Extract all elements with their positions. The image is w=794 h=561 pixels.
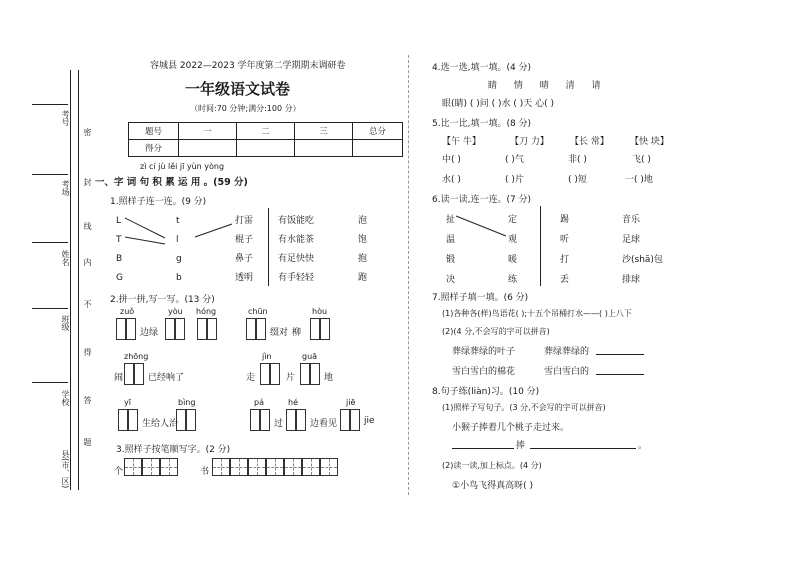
- q6-char: 暖: [508, 255, 518, 265]
- seal-char: 题: [83, 438, 92, 446]
- word: 透明: [235, 273, 254, 283]
- write-box[interactable]: [260, 409, 270, 431]
- char: 抱: [358, 254, 368, 264]
- pinyin: guā: [302, 352, 318, 361]
- seal-char: 线: [83, 222, 92, 230]
- examno-label: 考号: [61, 110, 70, 126]
- class-label: 班级: [61, 315, 70, 331]
- write-box[interactable]: [340, 409, 350, 431]
- q6-char: 丢: [560, 275, 570, 285]
- score-cell[interactable]: [353, 140, 403, 157]
- lower-letter: b: [176, 273, 182, 283]
- q8-sub2: (2)读一读,加上标点。(4 分): [442, 461, 542, 470]
- q6-col: [622, 210, 663, 290]
- q5-title: 5.比一比,填一填。(8 分): [432, 119, 532, 129]
- binding-margin: [22, 70, 112, 510]
- answer-line[interactable]: [596, 374, 644, 375]
- q7-line1[interactable]: (1)各种各(样)鸟语花( );十五个吊桶打水——( )上八下: [442, 309, 632, 318]
- answer-line[interactable]: [530, 448, 636, 449]
- q5-cell[interactable]: 中( ): [442, 155, 461, 165]
- seal-char: 密: [83, 128, 92, 136]
- write-box[interactable]: [296, 409, 306, 431]
- room-label: 考场: [61, 180, 70, 196]
- q4-options: 睛 情 晴 清 请: [488, 81, 601, 91]
- seal-char: 不: [83, 300, 92, 308]
- q2-text: 柳: [292, 328, 302, 338]
- write-box[interactable]: [128, 409, 138, 431]
- county-label: 县(市、区): [61, 450, 70, 489]
- write-box[interactable]: [320, 318, 330, 340]
- write-box[interactable]: [260, 363, 270, 385]
- q6-title: 6.读一读,连一连。(7 分): [432, 195, 532, 205]
- q5-cell[interactable]: 一( )地: [625, 175, 653, 185]
- q7-title: 7.照样子填一填。(6 分): [432, 293, 529, 303]
- q5-head: 【午 牛】: [442, 137, 481, 147]
- write-box[interactable]: [175, 318, 185, 340]
- q7-example: 葬绿葬绿的叶子: [452, 347, 516, 357]
- lower-letter: l: [176, 235, 179, 245]
- write-box[interactable]: [118, 409, 128, 431]
- q4-title: 4.选一选,填一填。(4 分): [432, 63, 532, 73]
- q6-word: 足球: [622, 235, 641, 245]
- phrase: 有足快快: [278, 254, 315, 264]
- seal-char: 答: [83, 396, 92, 404]
- q6-char: 观: [508, 235, 518, 245]
- write-box[interactable]: [134, 363, 144, 385]
- q7-example: 雪白雪白的棉花: [452, 367, 516, 377]
- lower-letter: g: [176, 254, 182, 264]
- write-box[interactable]: [197, 318, 207, 340]
- write-box[interactable]: [116, 318, 126, 340]
- score-cell[interactable]: [179, 140, 237, 157]
- stroke-cell[interactable]: [124, 458, 142, 476]
- pinyin: hóng: [196, 307, 217, 316]
- q8-endmark: 。: [638, 441, 648, 451]
- cap-letter: B: [116, 254, 123, 264]
- q8-sub1: (1)照样子写句子。(3 分,不会写的字可以拼音): [442, 403, 606, 412]
- q7-prompt: 葬绿葬绿的: [544, 347, 590, 357]
- pinyin: yòu: [168, 307, 183, 316]
- q6-word: 沙(shā)包: [622, 255, 663, 265]
- write-box[interactable]: [165, 318, 175, 340]
- q8-title: 8.句子练(liàn)习。(10 分): [432, 387, 540, 397]
- pinyin: yī: [124, 398, 131, 407]
- write-box[interactable]: [246, 318, 256, 340]
- q5-cell[interactable]: 非( ): [568, 155, 587, 165]
- write-box[interactable]: [310, 363, 320, 385]
- q5-cell[interactable]: 飞( ): [632, 155, 651, 165]
- q6-char: 温: [446, 235, 456, 245]
- name-label: 姓名: [61, 250, 70, 266]
- q1-chars: [358, 212, 367, 288]
- word: 打雷: [235, 216, 254, 226]
- score-head: 题号: [129, 123, 179, 140]
- q6-char: 决: [446, 275, 456, 285]
- q6-word: 音乐: [622, 215, 641, 225]
- phrase: 有饭能吃: [278, 216, 315, 226]
- q2-title: 2.拼一拼,写一写。(13 分): [110, 295, 215, 305]
- pinyin: zuǒ: [120, 307, 135, 316]
- write-box[interactable]: [310, 318, 320, 340]
- pinyin: zhōng: [124, 352, 149, 361]
- char: 饱: [358, 235, 368, 245]
- q2-text: 过: [274, 419, 284, 429]
- q6-char: 扯: [446, 215, 456, 225]
- column-divider: [408, 55, 409, 495]
- stroke-cell[interactable]: [142, 458, 160, 476]
- score-head: 二: [237, 123, 295, 140]
- stroke-cell[interactable]: [266, 458, 284, 476]
- write-box[interactable]: [186, 409, 196, 431]
- q2-text: 边看见: [310, 419, 338, 429]
- q6-char: 打: [560, 255, 570, 265]
- write-box[interactable]: [300, 363, 310, 385]
- score-table: [128, 122, 403, 157]
- q1-phrases: [278, 212, 314, 288]
- q2-text: jie: [364, 416, 375, 426]
- cap-letter: L: [116, 216, 122, 226]
- write-box[interactable]: [126, 318, 136, 340]
- q3-label: 个: [114, 467, 124, 477]
- write-box[interactable]: [124, 363, 134, 385]
- pinyin: jìn: [262, 352, 272, 361]
- phrase: 有水能茶: [278, 235, 315, 245]
- pinyin: bìng: [178, 398, 196, 407]
- q3-title: 3.照样子按笔顺写字。(2 分): [116, 445, 231, 455]
- q5-head: 【长 常】: [570, 137, 609, 147]
- seal-char: 内: [83, 258, 92, 266]
- cap-letter: T: [116, 235, 122, 245]
- score-cell[interactable]: [237, 140, 295, 157]
- stroke-cell[interactable]: [302, 458, 320, 476]
- write-box[interactable]: [270, 363, 280, 385]
- q3-label: 书: [200, 467, 210, 477]
- q7-line2: (2)(4 分,不会写的字可以拼音): [442, 327, 550, 336]
- q1-words: [235, 212, 253, 288]
- seal-char: 得: [83, 348, 92, 356]
- stroke-cell[interactable]: [284, 458, 302, 476]
- stroke-cell[interactable]: [230, 458, 248, 476]
- q2-text: 地: [324, 373, 334, 383]
- q2-text: 走: [246, 373, 256, 383]
- q2-text: 已经响了: [148, 373, 185, 383]
- write-box[interactable]: [350, 409, 360, 431]
- write-box[interactable]: [256, 318, 266, 340]
- q6-char: 练: [508, 275, 518, 285]
- stroke-grid: [212, 458, 338, 479]
- stroke-grid: [124, 458, 178, 479]
- exam-source: 容城县 2022—2023 学年度第二学期期末调研卷: [150, 61, 346, 71]
- char: 跑: [358, 273, 368, 283]
- answer-line[interactable]: [452, 448, 514, 449]
- page-title: 一年级语文试卷: [185, 80, 291, 98]
- q8-item[interactable]: ①小鸟飞得真高呀( ): [452, 481, 533, 491]
- q7-prompt: 雪白雪白的: [544, 367, 590, 377]
- stroke-cell[interactable]: [160, 458, 178, 476]
- binding-line: [70, 70, 71, 490]
- q5-head: 【刀 力】: [510, 137, 549, 147]
- q6-col: [560, 210, 569, 290]
- q6-char: 听: [560, 235, 570, 245]
- q2-text: 生给人治: [142, 419, 179, 429]
- q6-word: 排球: [622, 275, 641, 285]
- q8-sample: 小猴子捧着几个桃子走过来。: [452, 423, 570, 433]
- q5-cell[interactable]: ( )短: [568, 175, 587, 185]
- q5-cell[interactable]: ( )气: [505, 155, 524, 165]
- lower-letter: t: [176, 216, 180, 226]
- school-label: 学校: [61, 390, 70, 406]
- word: 鼻子: [235, 254, 254, 264]
- section-pinyin: zì cí jù lěi jī yùn yòng: [140, 162, 225, 171]
- word: 棍子: [235, 235, 254, 245]
- answer-line[interactable]: [596, 354, 644, 355]
- score-label: 得分: [129, 140, 179, 157]
- section-title: 一、字 词 句 积 累 运 用 。(59 分): [95, 177, 248, 188]
- q2-text: 闹: [114, 373, 124, 383]
- q6-char: 定: [508, 215, 518, 225]
- write-box[interactable]: [250, 409, 260, 431]
- q2-text: 片: [286, 373, 296, 383]
- pinyin: jiē: [346, 398, 356, 407]
- binding-line: [78, 70, 79, 490]
- phrase: 有手轻轻: [278, 273, 315, 283]
- q1-title: 1.照样子连一连。(9 分): [110, 197, 207, 207]
- q5-cell[interactable]: 水( ): [442, 175, 461, 185]
- q8-fill: 捧: [516, 441, 526, 451]
- pinyin: hé: [288, 398, 298, 407]
- score-head: 总分: [353, 123, 403, 140]
- cap-letter: G: [116, 273, 123, 283]
- seal-char: 封: [83, 178, 92, 186]
- q5-head: 【快 块】: [630, 137, 669, 147]
- q2-text: 边绿: [140, 328, 159, 338]
- char: 泡: [358, 216, 368, 226]
- q5-cell[interactable]: ( )片: [505, 175, 524, 185]
- write-box[interactable]: [286, 409, 296, 431]
- q1-connector-lines: [120, 214, 300, 294]
- write-box[interactable]: [176, 409, 186, 431]
- q4-line[interactable]: 眼(睛) ( )问 ( )水 ( )天 心( ): [442, 99, 554, 109]
- stroke-cell[interactable]: [248, 458, 266, 476]
- pinyin: pá: [254, 398, 264, 407]
- pinyin: chūn: [248, 307, 268, 316]
- q2-text: 缀对: [270, 328, 289, 338]
- stroke-cell[interactable]: [212, 458, 230, 476]
- score-head: 三: [295, 123, 353, 140]
- score-cell[interactable]: [295, 140, 353, 157]
- q6-char: 踢: [560, 215, 570, 225]
- q6-char: 锻: [446, 255, 456, 265]
- stroke-cell[interactable]: [320, 458, 338, 476]
- score-head: 一: [179, 123, 237, 140]
- pinyin: hòu: [312, 307, 328, 316]
- write-box[interactable]: [207, 318, 217, 340]
- q6-connector: [448, 212, 518, 242]
- exam-meta: （时间:70 分钟;满分:100 分）: [190, 104, 301, 113]
